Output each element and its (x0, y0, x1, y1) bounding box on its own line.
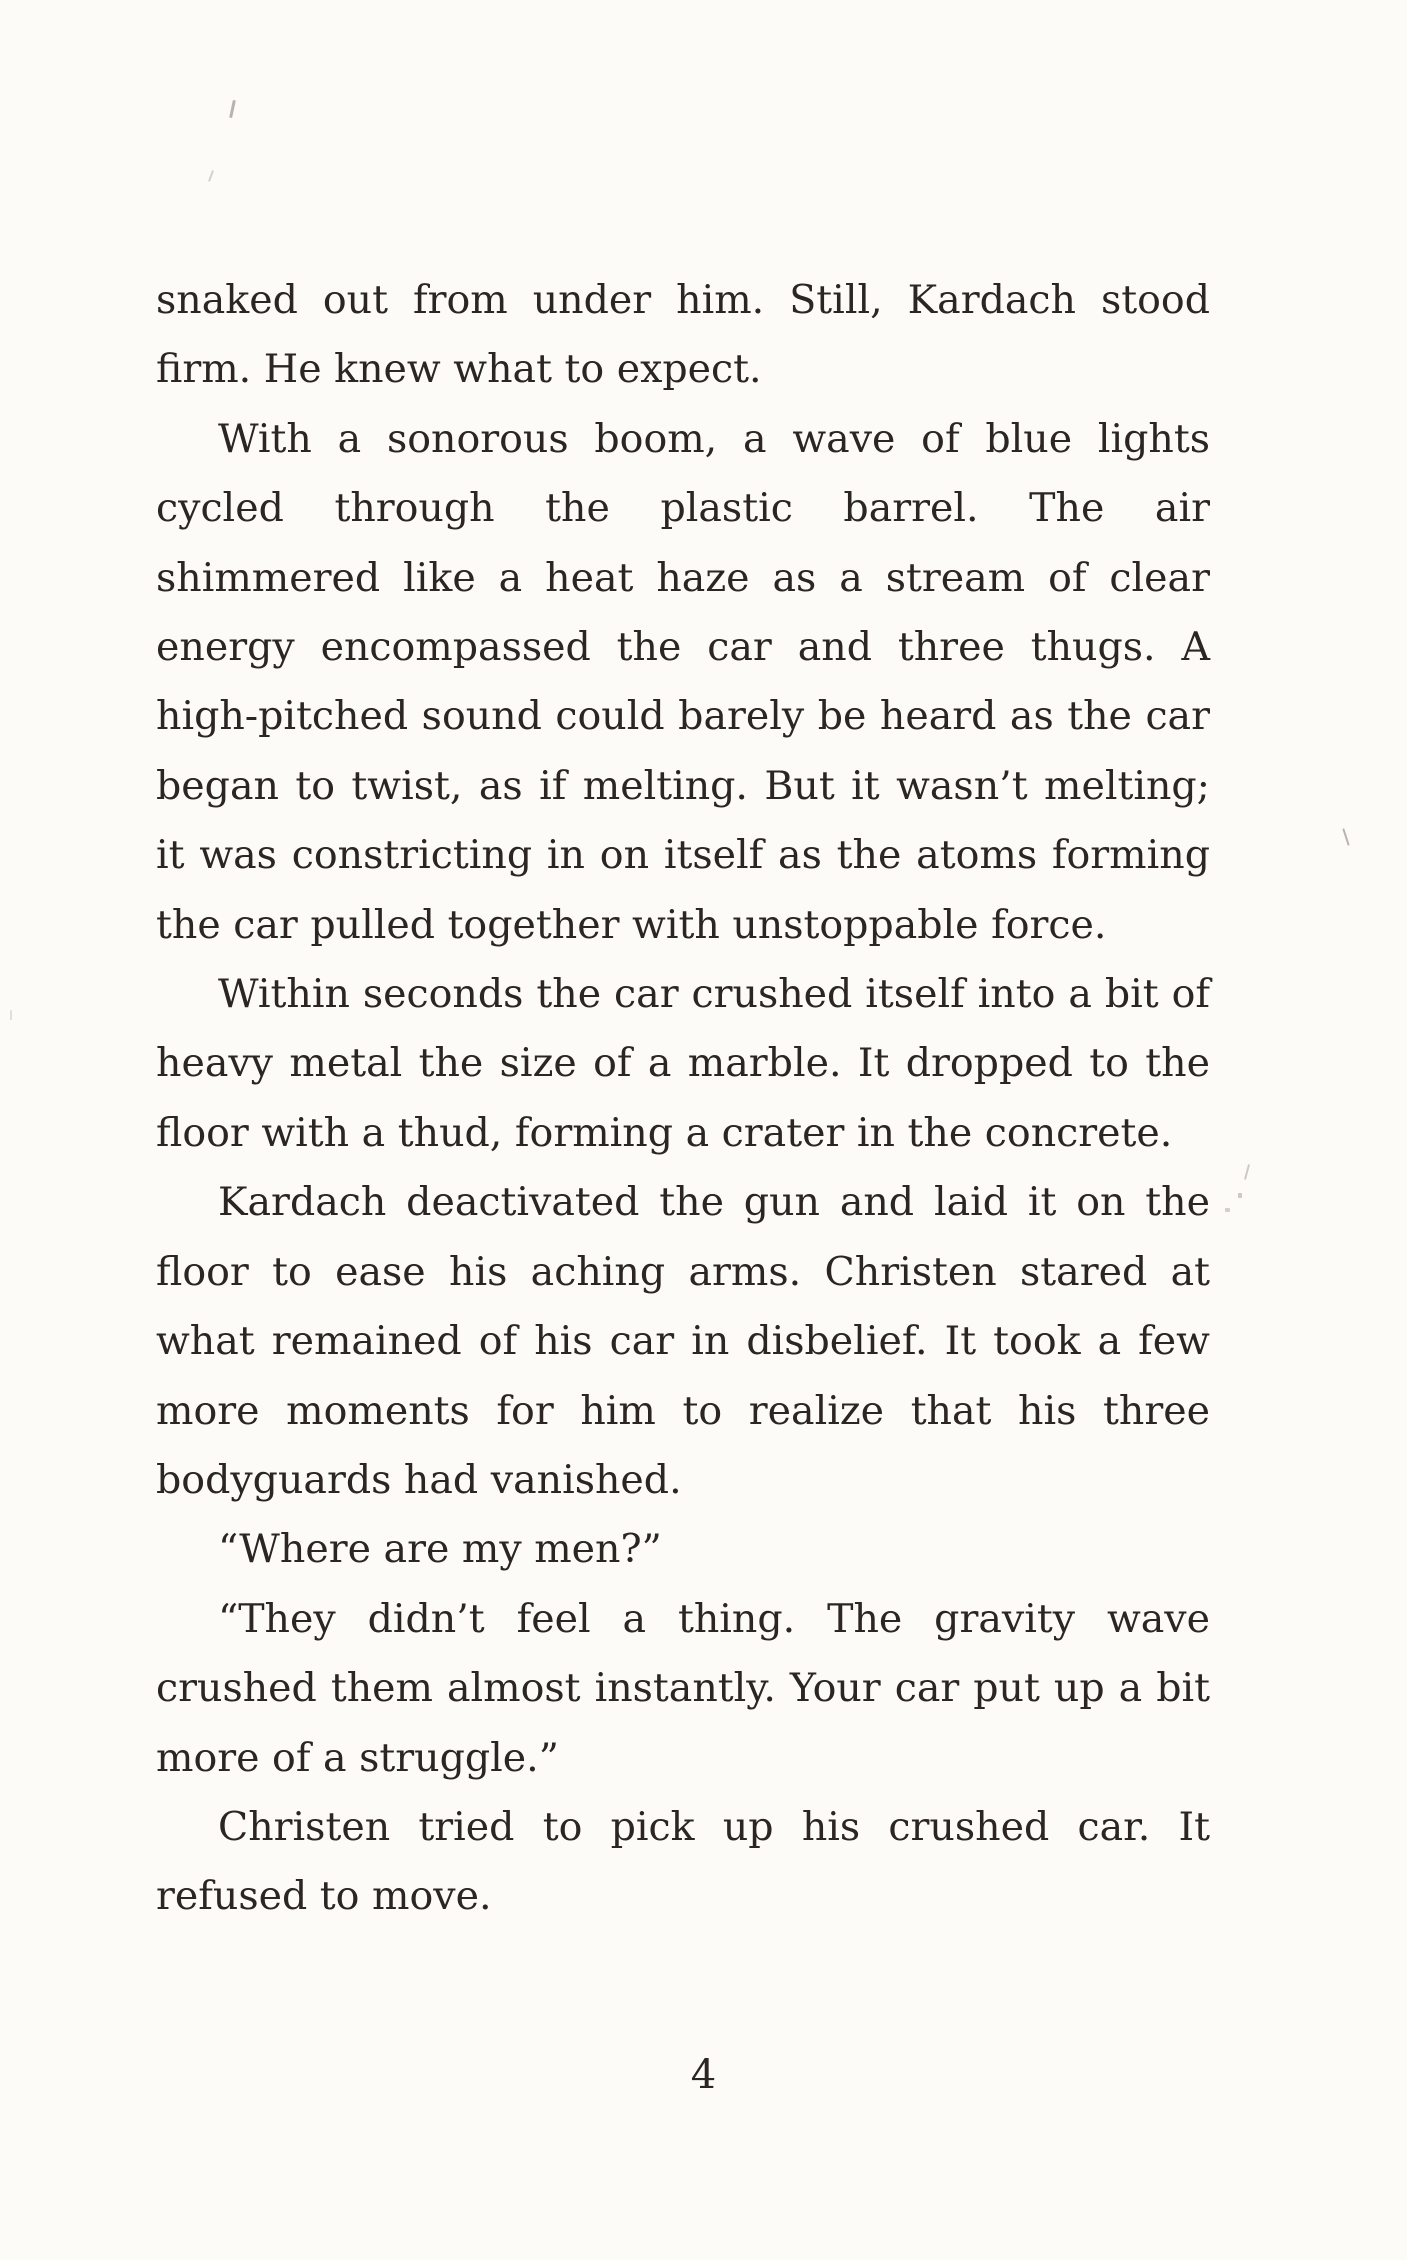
paragraph: Within seconds the car crushed itself into a bit of heavy metal the size of a marble. It dropped to the floor with a thud, forming a crater in the concrete. (156, 971, 1210, 1156)
paragraph: Christen tried to pick up his crushed car. It refused to move. (156, 1803, 1210, 1920)
scan-speck (10, 1010, 12, 1020)
paragraph: “Where are my men?” (218, 1526, 662, 1573)
scan-speck (1225, 1208, 1230, 1212)
paragraph: With a sonorous boom, a wave of blue lights cycled through the plastic barrel. The air shimmered like a heat haze as a stream of clear energy encompassed the car and three thugs. A high-pitched sound could barely be heard as the car began to twist, as if melting. But it wasn’t melting; it was constricting in on itself as the atoms forming the car pulled together with unstoppable force. (156, 415, 1210, 948)
paragraph: “They didn’t feel a thing. The gravity wave crushed them almost instantly. Your car put up a bit more of a struggle.” (156, 1595, 1210, 1781)
scan-speck (1244, 1164, 1250, 1180)
scan-speck (208, 170, 214, 182)
scan-speck (229, 100, 236, 118)
body-text (156, 266, 1210, 1932)
page-number: 4 (690, 2052, 717, 2098)
scan-speck (1238, 1193, 1242, 1198)
paragraph: snaked out from under him. Still, Kardach stood firm. He knew what to expect. (156, 277, 1210, 393)
scan-speck (1342, 828, 1349, 846)
paragraph: Kardach deactivated the gun and laid it on the floor to ease his aching arms. Christen stared at what remained of his car in disbelief. It took a few more moments for him to realize that his three bodyguards had vanished. (156, 1179, 1210, 1503)
